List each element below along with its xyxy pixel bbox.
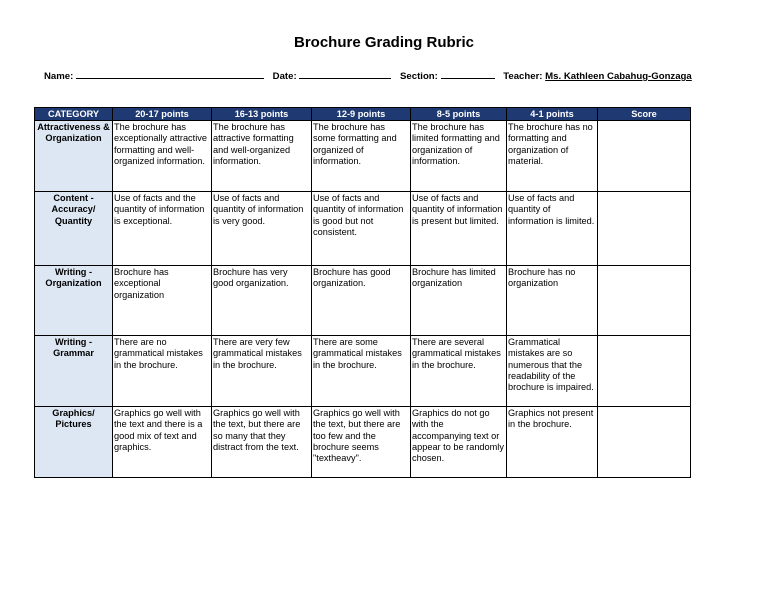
score-cell[interactable] [598, 407, 691, 478]
header-12-9-points: 12-9 points [312, 108, 411, 121]
criteria-cell: Graphics go well with the text, but there are too few and the brochure seems "textheavy". [312, 407, 411, 478]
criteria-cell: There are some grammatical mistakes in the brochure. [312, 336, 411, 407]
criteria-cell: Graphics do not go with the accompanying text or appear to be randomly chosen. [411, 407, 507, 478]
criteria-cell: The brochure has no formatting and organization of material. [507, 121, 598, 192]
student-info-line [44, 69, 744, 82]
criteria-cell: Use of facts and quantity of information is present but limited. [411, 192, 507, 266]
category-cell: Attractiveness & Organization [35, 121, 113, 192]
criteria-cell: Brochure has no organization [507, 266, 598, 336]
criteria-cell: Use of facts and quantity of information is very good. [212, 192, 312, 266]
table-row [35, 192, 691, 266]
table-row [35, 266, 691, 336]
header-4-1-points: 4-1 points [507, 108, 598, 121]
teacher-label: Teacher: [503, 71, 543, 82]
name-label: Name: [44, 71, 74, 82]
score-cell[interactable] [598, 266, 691, 336]
header-16-13-points: 16-13 points [212, 108, 312, 121]
section-label: Section: [400, 71, 438, 82]
criteria-cell: There are very few grammatical mistakes in the brochure. [212, 336, 312, 407]
score-cell[interactable] [598, 336, 691, 407]
criteria-cell: The brochure has exceptionally attractive formatting and well-organized information. [113, 121, 212, 192]
criteria-cell: Graphics not present in the brochure. [507, 407, 598, 478]
header-20-17-points: 20-17 points [113, 108, 212, 121]
criteria-cell: Graphics go well with the text and there is a good mix of text and graphics. [113, 407, 212, 478]
header-row [35, 108, 691, 121]
date-label: Date: [272, 71, 297, 82]
criteria-cell: Use of facts and the quantity of information is exceptional. [113, 192, 212, 266]
rubric-table [34, 107, 691, 478]
criteria-cell: Grammatical mistakes are so numerous that the readability of the brochure is impaired. [507, 336, 598, 407]
category-cell: Writing - Organization [35, 266, 113, 336]
table-row [35, 407, 691, 478]
criteria-cell: Brochure has limited organization [411, 266, 507, 336]
document-title: Brochure Grading Rubric [293, 34, 475, 51]
name-field[interactable] [76, 69, 264, 79]
criteria-cell: Brochure has good organization. [312, 266, 411, 336]
category-cell: Content - Accuracy/ Quantity [35, 192, 113, 266]
criteria-cell: There are several grammatical mistakes in the brochure. [411, 336, 507, 407]
date-field[interactable] [299, 69, 391, 79]
table-row [35, 336, 691, 407]
criteria-cell: The brochure has limited formatting and organization of information. [411, 121, 507, 192]
category-cell: Graphics/ Pictures [35, 407, 113, 478]
section-field[interactable] [441, 69, 495, 79]
header-8-5-points: 8-5 points [411, 108, 507, 121]
category-cell: Writing - Grammar [35, 336, 113, 407]
header-score: Score [598, 108, 691, 121]
criteria-cell: There are no grammatical mistakes in the brochure. [113, 336, 212, 407]
table-row [35, 121, 691, 192]
header-category: CATEGORY [35, 108, 113, 121]
criteria-cell: The brochure has some formatting and organized of information. [312, 121, 411, 192]
criteria-cell: The brochure has attractive formatting and well-organized information. [212, 121, 312, 192]
criteria-cell: Graphics go well with the text, but there are so many that they distract from the text. [212, 407, 312, 478]
score-cell[interactable] [598, 192, 691, 266]
criteria-cell: Brochure has very good organization. [212, 266, 312, 336]
teacher-name: Ms. Kathleen Cabahug-Gonzaga [545, 71, 692, 82]
criteria-cell: Use of facts and quantity of information is good but not consistent. [312, 192, 411, 266]
criteria-cell: Use of facts and quantity of information is limited. [507, 192, 598, 266]
score-cell[interactable] [598, 121, 691, 192]
criteria-cell: Brochure has exceptional organization [113, 266, 212, 336]
